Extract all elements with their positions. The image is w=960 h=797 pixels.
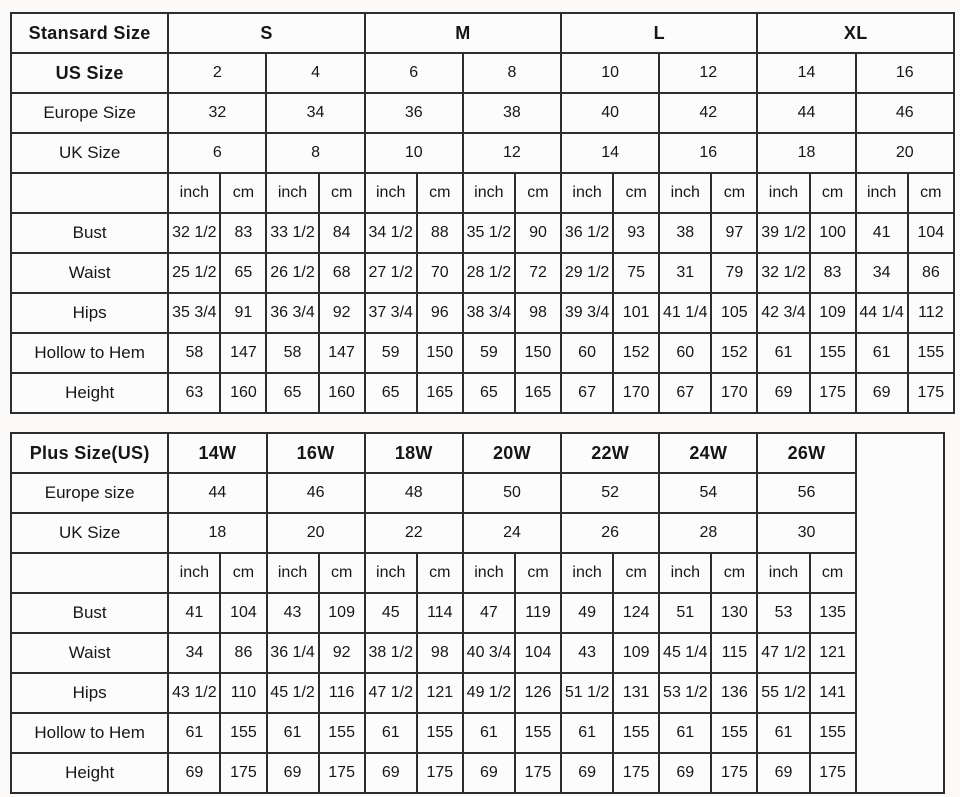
- unit-header: inch: [561, 173, 613, 213]
- measurement-row: [11, 253, 954, 293]
- measure-value: 121: [417, 673, 463, 713]
- measure-value: 86: [220, 633, 266, 673]
- unit-header: cm: [220, 173, 266, 213]
- size-value: 42: [659, 93, 757, 133]
- size-value: 40: [561, 93, 659, 133]
- row-label: Height: [11, 753, 168, 793]
- measure-value: 41: [168, 593, 220, 633]
- measure-value: 59: [365, 333, 417, 373]
- measure-value: 109: [810, 293, 856, 333]
- measure-value: 79: [711, 253, 757, 293]
- size-value: 50: [463, 473, 561, 513]
- size-value: 4: [266, 53, 364, 93]
- measure-value: 175: [417, 753, 463, 793]
- measure-value: 72: [515, 253, 561, 293]
- measure-value: 43 1/2: [168, 673, 220, 713]
- measure-value: 47: [463, 593, 515, 633]
- measure-value: 35 3/4: [168, 293, 220, 333]
- measure-value: 65: [463, 373, 515, 413]
- unit-header: inch: [267, 553, 319, 593]
- measure-value: 61: [267, 713, 319, 753]
- measure-value: 36 1/2: [561, 213, 613, 253]
- unit-header: cm: [319, 553, 365, 593]
- measure-value: 39 3/4: [561, 293, 613, 333]
- size-conversion-row: [11, 473, 944, 513]
- unit-header: inch: [168, 553, 220, 593]
- unit-header: inch: [757, 553, 809, 593]
- measure-value: 92: [319, 633, 365, 673]
- measure-value: 93: [613, 213, 659, 253]
- unit-header: inch: [659, 173, 711, 213]
- measure-value: 105: [711, 293, 757, 333]
- measure-value: 116: [319, 673, 365, 713]
- measure-value: 135: [810, 593, 856, 633]
- size-value: 34: [266, 93, 364, 133]
- measurement-row: [11, 293, 954, 333]
- size-value: 8: [266, 133, 364, 173]
- measure-value: 69: [365, 753, 417, 793]
- unit-header: cm: [810, 173, 856, 213]
- measure-value: 165: [515, 373, 561, 413]
- plus-size-table: [10, 432, 945, 794]
- table-header-row: [11, 433, 944, 473]
- unit-header: inch: [561, 553, 613, 593]
- measurement-row: [11, 713, 944, 753]
- measure-value: 175: [711, 753, 757, 793]
- measure-value: 83: [810, 253, 856, 293]
- measurement-row: [11, 633, 944, 673]
- size-conversion-row: [11, 513, 944, 553]
- measure-value: 53 1/2: [659, 673, 711, 713]
- measure-value: 141: [810, 673, 856, 713]
- size-value: 6: [365, 53, 463, 93]
- size-conversion-row: [11, 133, 954, 173]
- measurement-row: [11, 673, 944, 713]
- measure-value: 26 1/2: [266, 253, 318, 293]
- size-value: 48: [365, 473, 463, 513]
- measure-value: 150: [417, 333, 463, 373]
- measure-value: 41: [856, 213, 908, 253]
- size-value: 10: [561, 53, 659, 93]
- size-group-header: 20W: [463, 433, 561, 473]
- measure-value: 155: [417, 713, 463, 753]
- measurement-row: [11, 373, 954, 413]
- row-label: US Size: [11, 53, 168, 93]
- measure-value: 34: [856, 253, 908, 293]
- measure-value: 69: [757, 753, 809, 793]
- measure-value: 147: [319, 333, 365, 373]
- measure-value: 60: [561, 333, 613, 373]
- measure-value: 59: [463, 333, 515, 373]
- measure-value: 69: [659, 753, 711, 793]
- size-group-header: 26W: [757, 433, 855, 473]
- measure-value: 61: [856, 333, 908, 373]
- size-group-header: S: [168, 13, 364, 53]
- measure-value: 152: [613, 333, 659, 373]
- size-value: 16: [856, 53, 954, 93]
- measure-value: 83: [220, 213, 266, 253]
- measure-value: 61: [659, 713, 711, 753]
- measure-value: 44 1/4: [856, 293, 908, 333]
- measure-value: 49 1/2: [463, 673, 515, 713]
- measure-value: 175: [908, 373, 954, 413]
- measure-value: 65: [266, 373, 318, 413]
- measure-value: 175: [319, 753, 365, 793]
- measure-value: 112: [908, 293, 954, 333]
- measure-value: 36 3/4: [266, 293, 318, 333]
- unit-header: cm: [417, 553, 463, 593]
- measure-value: 91: [220, 293, 266, 333]
- size-value: 12: [659, 53, 757, 93]
- size-value: 22: [365, 513, 463, 553]
- size-group-header: XL: [757, 13, 954, 53]
- measure-value: 155: [908, 333, 954, 373]
- unit-header: cm: [613, 173, 659, 213]
- measure-value: 37 3/4: [365, 293, 417, 333]
- measure-value: 65: [220, 253, 266, 293]
- size-group-header: 22W: [561, 433, 659, 473]
- row-label: Hips: [11, 293, 168, 333]
- measurement-row: [11, 753, 944, 793]
- measure-value: 67: [561, 373, 613, 413]
- measure-value: 155: [515, 713, 561, 753]
- size-group-header: L: [561, 13, 757, 53]
- size-value: 30: [757, 513, 855, 553]
- measure-value: 61: [561, 713, 613, 753]
- size-value: 14: [561, 133, 659, 173]
- row-label: Waist: [11, 253, 168, 293]
- measure-value: 38 1/2: [365, 633, 417, 673]
- measure-value: 29 1/2: [561, 253, 613, 293]
- measure-value: 160: [220, 373, 266, 413]
- row-label: Waist: [11, 633, 168, 673]
- size-value: 18: [168, 513, 266, 553]
- measure-value: 67: [659, 373, 711, 413]
- measure-value: 51 1/2: [561, 673, 613, 713]
- measure-value: 69: [561, 753, 613, 793]
- measure-value: 39 1/2: [757, 213, 809, 253]
- measure-value: 115: [711, 633, 757, 673]
- standard-size-table: [10, 12, 955, 414]
- measure-value: 34: [168, 633, 220, 673]
- measure-value: 61: [365, 713, 417, 753]
- size-group-header: 24W: [659, 433, 757, 473]
- measure-value: 49: [561, 593, 613, 633]
- measure-value: 69: [463, 753, 515, 793]
- unit-header: inch: [266, 173, 318, 213]
- measure-value: 43: [561, 633, 613, 673]
- size-value: 24: [463, 513, 561, 553]
- measurement-row: [11, 593, 944, 633]
- unit-header: inch: [463, 553, 515, 593]
- row-label: Hollow to Hem: [11, 713, 168, 753]
- measure-value: 155: [810, 713, 856, 753]
- measure-value: 90: [515, 213, 561, 253]
- row-label: Hips: [11, 673, 168, 713]
- empty-label-cell: [11, 553, 168, 593]
- empty-spacer-cell: [856, 433, 944, 793]
- measure-value: 31: [659, 253, 711, 293]
- measure-value: 119: [515, 593, 561, 633]
- measure-value: 53: [757, 593, 809, 633]
- measure-value: 124: [613, 593, 659, 633]
- measure-value: 25 1/2: [168, 253, 220, 293]
- size-value: 20: [267, 513, 365, 553]
- measure-value: 114: [417, 593, 463, 633]
- size-value: 20: [856, 133, 954, 173]
- measure-value: 155: [319, 713, 365, 753]
- measure-value: 136: [711, 673, 757, 713]
- unit-header: inch: [463, 173, 515, 213]
- measure-value: 58: [266, 333, 318, 373]
- measure-value: 45 1/4: [659, 633, 711, 673]
- unit-header: cm: [711, 553, 757, 593]
- size-group-header: 16W: [267, 433, 365, 473]
- measure-value: 32 1/2: [757, 253, 809, 293]
- measure-value: 97: [711, 213, 757, 253]
- size-value: 2: [168, 53, 266, 93]
- table-header-row: [11, 13, 954, 53]
- measure-value: 165: [417, 373, 463, 413]
- measure-value: 86: [908, 253, 954, 293]
- size-value: 38: [463, 93, 561, 133]
- measure-value: 65: [365, 373, 417, 413]
- measure-value: 104: [908, 213, 954, 253]
- unit-header: cm: [319, 173, 365, 213]
- measure-value: 84: [319, 213, 365, 253]
- measure-value: 32 1/2: [168, 213, 220, 253]
- size-value: 46: [267, 473, 365, 513]
- measurement-row: [11, 213, 954, 253]
- measure-value: 175: [810, 373, 856, 413]
- measure-value: 61: [757, 713, 809, 753]
- measure-value: 61: [463, 713, 515, 753]
- unit-header: cm: [908, 173, 954, 213]
- measure-value: 155: [711, 713, 757, 753]
- measure-value: 155: [220, 713, 266, 753]
- unit-header: inch: [365, 553, 417, 593]
- measure-value: 45: [365, 593, 417, 633]
- measure-value: 96: [417, 293, 463, 333]
- measure-value: 60: [659, 333, 711, 373]
- row-label: Bust: [11, 593, 168, 633]
- measure-value: 109: [613, 633, 659, 673]
- measurement-row: [11, 333, 954, 373]
- measure-value: 69: [856, 373, 908, 413]
- measure-value: 131: [613, 673, 659, 713]
- measure-value: 109: [319, 593, 365, 633]
- row-label: Height: [11, 373, 168, 413]
- measure-value: 130: [711, 593, 757, 633]
- measure-value: 126: [515, 673, 561, 713]
- measure-value: 110: [220, 673, 266, 713]
- measure-value: 104: [220, 593, 266, 633]
- measure-value: 170: [613, 373, 659, 413]
- size-value: 12: [463, 133, 561, 173]
- measure-value: 41 1/4: [659, 293, 711, 333]
- size-value: 44: [168, 473, 266, 513]
- measure-value: 155: [613, 713, 659, 753]
- measure-value: 55 1/2: [757, 673, 809, 713]
- measure-value: 121: [810, 633, 856, 673]
- size-value: 52: [561, 473, 659, 513]
- measure-value: 175: [810, 753, 856, 793]
- measure-value: 43: [267, 593, 319, 633]
- empty-label-cell: [11, 173, 168, 213]
- measure-value: 88: [417, 213, 463, 253]
- table-title: Plus Size(US): [11, 433, 168, 473]
- unit-header-row: [11, 553, 944, 593]
- measure-value: 45 1/2: [267, 673, 319, 713]
- measure-value: 155: [810, 333, 856, 373]
- unit-header: inch: [168, 173, 220, 213]
- row-label: Bust: [11, 213, 168, 253]
- measure-value: 61: [757, 333, 809, 373]
- unit-header-row: [11, 173, 954, 213]
- measure-value: 175: [515, 753, 561, 793]
- measure-value: 68: [319, 253, 365, 293]
- measure-value: 75: [613, 253, 659, 293]
- size-value: 6: [168, 133, 266, 173]
- measure-value: 69: [757, 373, 809, 413]
- table-title: Stansard Size: [11, 13, 168, 53]
- measure-value: 152: [711, 333, 757, 373]
- unit-header: cm: [711, 173, 757, 213]
- unit-header: inch: [856, 173, 908, 213]
- row-label: UK Size: [11, 513, 168, 553]
- unit-header: cm: [810, 553, 856, 593]
- measure-value: 160: [319, 373, 365, 413]
- measure-value: 175: [220, 753, 266, 793]
- measure-value: 61: [168, 713, 220, 753]
- measure-value: 40 3/4: [463, 633, 515, 673]
- measure-value: 33 1/2: [266, 213, 318, 253]
- size-value: 56: [757, 473, 855, 513]
- measure-value: 92: [319, 293, 365, 333]
- unit-header: inch: [757, 173, 809, 213]
- measure-value: 42 3/4: [757, 293, 809, 333]
- row-label: Hollow to Hem: [11, 333, 168, 373]
- measure-value: 63: [168, 373, 220, 413]
- size-group-header: 14W: [168, 433, 266, 473]
- measure-value: 35 1/2: [463, 213, 515, 253]
- size-value: 16: [659, 133, 757, 173]
- size-value: 28: [659, 513, 757, 553]
- measure-value: 104: [515, 633, 561, 673]
- measure-value: 100: [810, 213, 856, 253]
- measure-value: 38 3/4: [463, 293, 515, 333]
- unit-header: cm: [220, 553, 266, 593]
- measure-value: 36 1/4: [267, 633, 319, 673]
- unit-header: cm: [515, 173, 561, 213]
- measure-value: 69: [168, 753, 220, 793]
- size-conversion-row: [11, 93, 954, 133]
- unit-header: cm: [417, 173, 463, 213]
- measure-value: 34 1/2: [365, 213, 417, 253]
- unit-header: cm: [613, 553, 659, 593]
- measure-value: 38: [659, 213, 711, 253]
- size-value: 44: [757, 93, 855, 133]
- measure-value: 58: [168, 333, 220, 373]
- size-conversion-row: [11, 53, 954, 93]
- size-value: 10: [365, 133, 463, 173]
- size-value: 32: [168, 93, 266, 133]
- size-group-header: M: [365, 13, 561, 53]
- measure-value: 70: [417, 253, 463, 293]
- row-label: Europe Size: [11, 93, 168, 133]
- size-value: 36: [365, 93, 463, 133]
- size-value: 18: [757, 133, 855, 173]
- row-label: Europe size: [11, 473, 168, 513]
- measure-value: 47 1/2: [757, 633, 809, 673]
- size-value: 14: [757, 53, 855, 93]
- measure-value: 98: [417, 633, 463, 673]
- row-label: UK Size: [11, 133, 168, 173]
- measure-value: 147: [220, 333, 266, 373]
- measure-value: 175: [613, 753, 659, 793]
- measure-value: 150: [515, 333, 561, 373]
- size-value: 54: [659, 473, 757, 513]
- measure-value: 101: [613, 293, 659, 333]
- measure-value: 69: [267, 753, 319, 793]
- measure-value: 27 1/2: [365, 253, 417, 293]
- measure-value: 98: [515, 293, 561, 333]
- measure-value: 51: [659, 593, 711, 633]
- unit-header: inch: [365, 173, 417, 213]
- size-value: 26: [561, 513, 659, 553]
- size-group-header: 18W: [365, 433, 463, 473]
- measure-value: 47 1/2: [365, 673, 417, 713]
- measure-value: 170: [711, 373, 757, 413]
- unit-header: inch: [659, 553, 711, 593]
- size-value: 8: [463, 53, 561, 93]
- size-value: 46: [856, 93, 954, 133]
- unit-header: cm: [515, 553, 561, 593]
- measure-value: 28 1/2: [463, 253, 515, 293]
